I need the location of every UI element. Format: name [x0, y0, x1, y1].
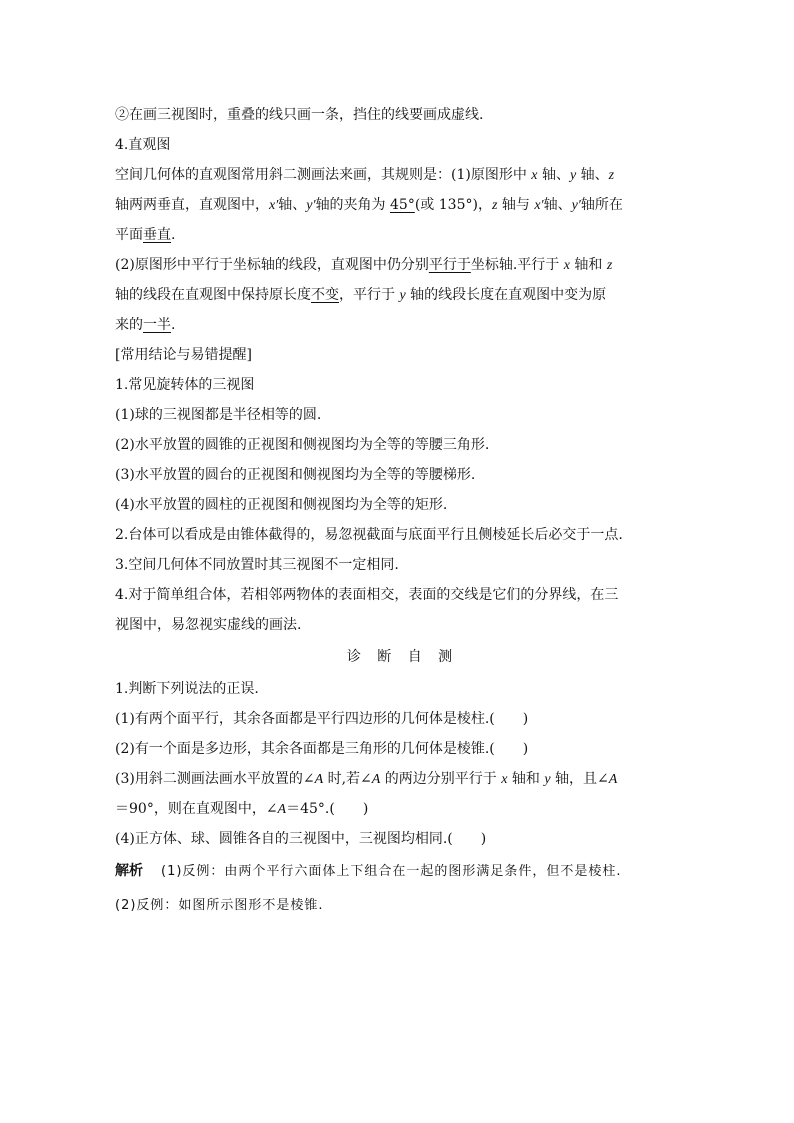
text-run: ＝90°，则在直观图中，∠ — [115, 801, 278, 817]
text-run: (或 135°)， — [414, 197, 492, 213]
conclusion-1-title: 1.常见旋转体的三视图 — [115, 377, 255, 393]
math-x-prime: x′ — [269, 198, 279, 213]
document-content — [115, 100, 690, 922]
math-x: x — [501, 772, 508, 787]
text-run: 轴和 — [507, 771, 545, 787]
unchanged-underlined: 不变 — [311, 287, 339, 303]
question-1-statement: (4)正方体、球、圆锥各自的三视图中，三视图均相同.( ) — [115, 831, 487, 847]
solution-text: (2)反例：如图所示图形不是棱锥. — [115, 898, 324, 913]
text-run: (2)原图形中平行于坐标轴的线段，直观图中仍分别 — [115, 257, 429, 273]
math-y: y — [544, 772, 551, 787]
text-run: 轴两两垂直，直观图中， — [115, 197, 269, 213]
math-A: A — [608, 772, 618, 787]
text-run: 时,若∠ — [323, 771, 372, 787]
math-z: z — [606, 258, 613, 273]
math-x: x — [531, 168, 538, 183]
solution-text: (1)反例：由两个平行六面体上下组合在一起的图形满足条件，但不是棱柱. — [161, 864, 622, 879]
solution-label: 解析 — [115, 863, 143, 879]
math-y: y — [569, 168, 577, 183]
text-run: 轴、 — [278, 197, 307, 213]
angle-45-underlined: 45° — [390, 197, 415, 213]
text-run: . — [171, 317, 176, 333]
math-y-prime: y′ — [306, 198, 316, 213]
text-run: 来的 — [115, 317, 143, 333]
text-run: 轴与 — [497, 197, 535, 213]
text-run: 平面 — [115, 227, 143, 243]
text-run: 坐标轴.平行于 — [470, 257, 564, 273]
half-underlined: 一半 — [143, 317, 171, 333]
math-z: z — [491, 198, 498, 213]
text-run: 轴、 — [576, 167, 609, 183]
math-A: A — [277, 802, 287, 817]
section-4-p1-line3 — [115, 220, 690, 250]
section-4-p2-line1 — [115, 250, 690, 280]
math-z: z — [608, 168, 615, 183]
text-run: 轴的线段长度在直观图中变为原 — [405, 287, 607, 303]
section-4-p1-line2 — [115, 190, 690, 220]
conclusion-1-item: (3)水平放置的圆台的正视图和侧视图均为全等的等腰梯形. — [115, 467, 476, 483]
text-run: 轴，且∠ — [550, 771, 609, 787]
math-y: y — [399, 288, 406, 303]
question-1-statement-3-line2 — [115, 794, 690, 824]
question-1-statement: (2)有一个面是多边形，其余各面都是三角形的几何体是棱锥.( ) — [115, 741, 529, 757]
conclusion-4-line2: 视图中，易忽视实虚线的画法. — [115, 617, 302, 633]
question-1-title: 1.判断下列说法的正误. — [115, 681, 259, 697]
section-4-p2-line2 — [115, 280, 690, 310]
text-run: . — [171, 227, 176, 243]
math-x-prime: x′ — [534, 198, 544, 213]
diagnosis-title: 诊 断 自 测 — [346, 649, 459, 665]
text-run: 空间几何体的直观图常用斜二测画法来画，其规则是：(1)原图形中 — [115, 167, 532, 183]
conclusion-1-item: (1)球的三视图都是半径相等的圆. — [115, 407, 322, 423]
math-A: A — [314, 772, 324, 787]
text-run: 轴、 — [537, 167, 570, 183]
text-run: ＝45°.( ) — [286, 801, 369, 817]
text-run: (3)用斜二测画法画水平放置的∠ — [115, 771, 315, 787]
conclusion-1-item: (4)水平放置的圆柱的正视图和侧视图均为全等的矩形. — [115, 497, 448, 513]
rule-note-2: ②在画三视图时，重叠的线只画一条，挡住的线要画成虚线. — [115, 107, 484, 123]
text-run: 的两边分别平行于 — [380, 771, 502, 787]
conclusion-4-line1: 4.对于简单组合体，若相邻两物体的表面相交，表面的交线是它们的分界线，在三 — [115, 587, 619, 603]
perpendicular-underlined: 垂直 — [143, 227, 171, 243]
reminder-heading: [常用结论与易错提醒] — [115, 347, 252, 363]
conclusion-3: 3.空间几何体不同放置时其三视图不一定相同. — [115, 557, 399, 573]
solution-line-1 — [115, 854, 690, 888]
text-run: 轴所在 — [580, 197, 623, 213]
math-y-prime: y′ — [571, 198, 581, 213]
conclusion-2: 2.台体可以看成是由锥体截得的，易忽视截面与底面平行且侧棱延长后必交于一点. — [115, 527, 623, 543]
section-4-heading: 4.直观图 — [115, 137, 171, 153]
math-x: x — [563, 258, 570, 273]
section-4-p1-line1 — [115, 160, 690, 190]
solution-line-2 — [115, 888, 690, 922]
math-A: A — [371, 772, 381, 787]
text-run: 轴和 — [569, 257, 607, 273]
text-run: 轴的线段在直观图中保持原长度 — [115, 287, 311, 303]
section-4-p2-line3 — [115, 310, 690, 340]
text-run: 轴的夹角为 — [315, 197, 391, 213]
parallel-underlined: 平行于 — [428, 257, 471, 273]
conclusion-1-item: (2)水平放置的圆锥的正视图和侧视图均为全等的等腰三角形. — [115, 437, 490, 453]
question-1-statement-3-line1 — [115, 764, 690, 794]
text-run: ，平行于 — [339, 287, 400, 303]
text-run: 轴、 — [543, 197, 572, 213]
question-1-statement: (1)有两个面平行，其余各面都是平行四边形的几何体是棱柱.( ) — [115, 711, 529, 727]
